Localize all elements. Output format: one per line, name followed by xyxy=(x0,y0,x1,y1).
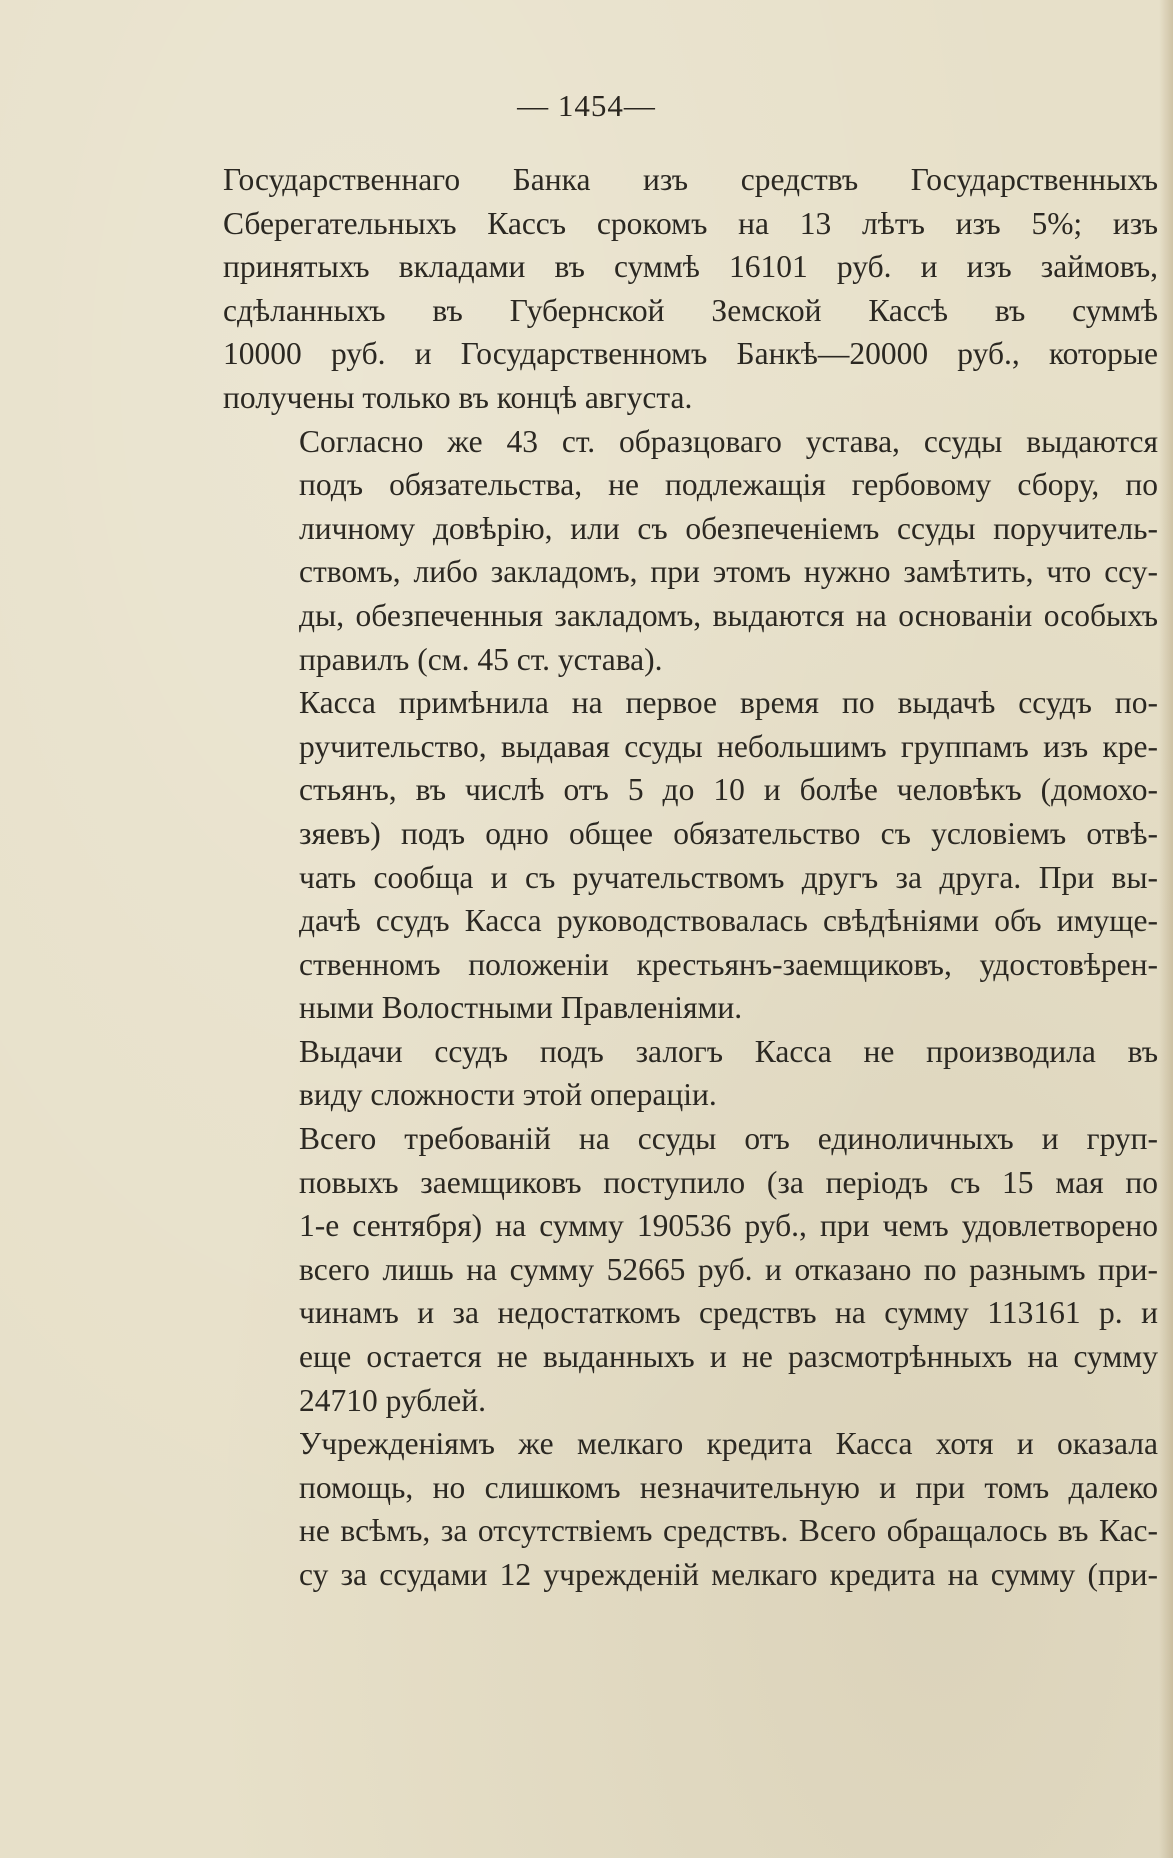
text-line: 1-е сентября) на сумму 190536 руб., при чемъ удовлетворено xyxy=(299,1208,1158,1244)
text-line: Государственнаго Банка изъ средствъ Государственныхъ xyxy=(223,162,1158,197)
paragraph-2 xyxy=(223,420,1158,682)
text-line: чинамъ и за недостаткомъ средствъ на сумму 113161 р. и xyxy=(299,1295,1158,1331)
paragraph-1 xyxy=(223,158,1158,420)
text-line: чать сообща и съ ручательствомъ другъ за друга. При вы- xyxy=(299,859,1158,895)
paragraph-4 xyxy=(223,1030,1158,1117)
text-line: Всего требованій на ссуды отъ единоличныхъ и груп- xyxy=(299,1121,1158,1157)
paragraph-5 xyxy=(223,1117,1158,1422)
text-line: 24710 рублей. xyxy=(299,1382,486,1418)
text-line: стьянъ, въ числѣ отъ 5 до 10 и болѣе человѣкъ (домохо- xyxy=(299,772,1158,808)
text-line: сдѣланныхъ въ Губернской Земской Кассѣ въ суммѣ xyxy=(223,292,1158,328)
text-line: Касса примѣнила на первое время по выдачѣ ссудъ по- xyxy=(299,685,1158,721)
text-line: ды, обезпеченныя закладомъ, выдаются на основаніи особыхъ xyxy=(299,597,1158,633)
text-line: еще остается не выданныхъ и не разсмотрѣнныхъ на сумму xyxy=(299,1339,1158,1375)
text-line: не всѣмъ, за отсутствіемъ средствъ. Всего обращалось въ Кас- xyxy=(299,1513,1158,1549)
text-line: всего лишь на сумму 52665 руб. и отказано по разнымъ при- xyxy=(299,1251,1158,1287)
text-line: помощь, но слишкомъ незначительную и при томъ далеко xyxy=(299,1469,1158,1505)
text-line: Сберегательныхъ Кассъ срокомъ на 13 лѣтъ изъ 5%; изъ xyxy=(223,205,1158,241)
text-line: су за ссудами 12 учрежденій мелкаго кредита на сумму (при- xyxy=(299,1557,1158,1592)
text-line: Учрежденіямъ же мелкаго кредита Касса хотя и оказала xyxy=(299,1426,1158,1462)
text-line: повыхъ заемщиковъ поступило (за періодъ съ 15 мая по xyxy=(299,1164,1158,1200)
text-line: Выдачи ссудъ подъ залогъ Касса не производила въ xyxy=(299,1033,1158,1069)
text-line: ными Волостными Правленіями. xyxy=(299,990,743,1026)
body-text xyxy=(223,158,1158,1597)
text-line: подъ обязательства, не подлежащія гербовому сбору, по xyxy=(299,467,1158,503)
text-line: ручительство, выдавая ссуды небольшимъ группамъ изъ кре- xyxy=(299,728,1158,764)
text-line: Согласно же 43 ст. образцоваго устава, ссуды выдаются xyxy=(299,423,1158,459)
text-line: ственномъ положеніи крестьянъ-заемщиковъ, удостовѣрен- xyxy=(299,946,1158,982)
text-line: 10000 руб. и Государственномъ Банкѣ—20000 руб., которые xyxy=(223,336,1158,372)
text-line: дачѣ ссудъ Касса руководствовалась свѣдѣніями объ имуще- xyxy=(299,903,1158,939)
paragraph-3 xyxy=(223,681,1158,1030)
text-line: виду сложности этой операціи. xyxy=(299,1077,717,1113)
paragraph-6 xyxy=(223,1422,1158,1596)
text-line: правилъ (см. 45 ст. устава). xyxy=(299,641,663,677)
text-line: ствомъ, либо закладомъ, при этомъ нужно замѣтить, что ссу- xyxy=(299,554,1158,590)
text-line: получены только въ концѣ августа. xyxy=(223,379,693,415)
page-edge-shadow xyxy=(1159,0,1173,1858)
text-line: зяевъ) подъ одно общее обязательство съ условіемъ отвѣ- xyxy=(299,815,1158,851)
text-line: личному довѣрію, или съ обезпеченіемъ ссуды поручитель- xyxy=(299,510,1158,546)
text-line: принятыхъ вкладами въ суммѣ 16101 руб. и изъ займовъ, xyxy=(223,249,1158,285)
page-number: — 1454— xyxy=(517,88,656,123)
